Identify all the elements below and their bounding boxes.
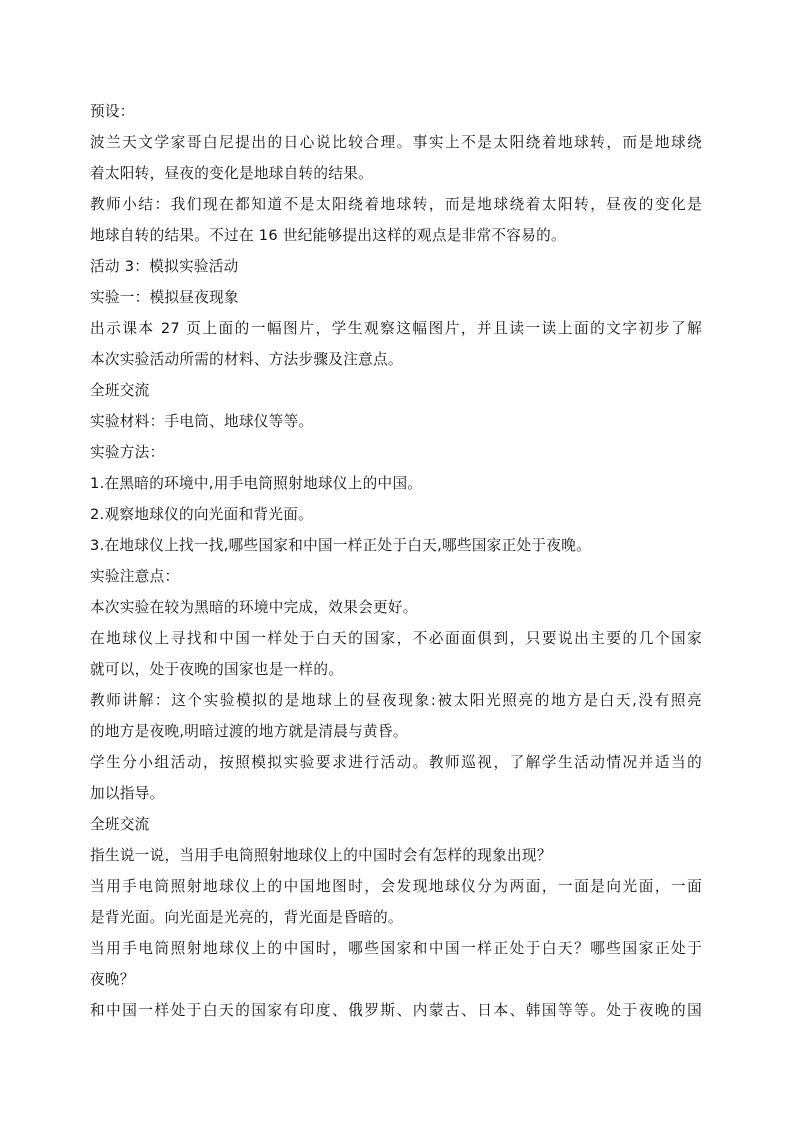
text-line: 夜晚？ bbox=[90, 971, 135, 988]
text-line: 在地球仪上寻找和中国一样处于白天的国家，不必面面俱到，只要说出主要的几个国家 bbox=[90, 630, 702, 647]
text-line: 着太阳转，昼夜的变化是地球自转的结果。 bbox=[90, 165, 373, 182]
text-line: 本次实验活动所需的材料、方法步骤及注意点。 bbox=[90, 351, 403, 368]
text-line: 和中国一样处于白天的国家有印度、俄罗斯、内蒙古、日本、韩国等等。处于夜晚的国 bbox=[90, 1002, 702, 1019]
text-line: 出示课本 27 页上面的一幅图片，学生观察这幅图片，并且读一读上面的文字初步了解 bbox=[90, 320, 702, 337]
text-line: 全班交流 bbox=[90, 816, 150, 833]
text-line: 当用手电筒照射地球仪上的中国时，哪些国家和中国一样正处于白天？哪些国家正处于 bbox=[90, 940, 702, 957]
section-heading: 活动 3：模拟实验活动 bbox=[90, 258, 239, 275]
list-item: 3.在地球仪上找一找,哪些国家和中国一样正处于白天,哪些国家正处于夜晚。 bbox=[90, 537, 592, 554]
text-line: 的地方是夜晚,明暗过渡的地方就是清晨与黄昏。 bbox=[90, 723, 408, 740]
list-item: 2.观察地球仪的向光面和背光面。 bbox=[90, 506, 314, 523]
text-line: 加以指导。 bbox=[90, 785, 165, 802]
text-line: 实验方法： bbox=[90, 444, 165, 461]
text-line: 地球自转的结果。不过在 16 世纪能够提出这样的观点是非常不容易的。 bbox=[90, 227, 566, 244]
list-item: 1.在黑暗的环境中,用手电筒照射地球仪上的中国。 bbox=[90, 475, 423, 492]
text-line: 本次实验在较为黑暗的环境中完成，效果会更好。 bbox=[90, 599, 418, 616]
text-line: 教师小结：我们现在都知道不是太阳绕着地球转，而是地球绕着太阳转，昼夜的变化是 bbox=[90, 196, 702, 213]
text-line: 教师讲解：这个实验模拟的是地球上的昼夜现象:被太阳光照亮的地方是白天,没有照亮 bbox=[90, 692, 702, 709]
text-line: 实验材料：手电筒、地球仪等等。 bbox=[90, 413, 314, 430]
experiment-heading: 实验一：模拟昼夜现象 bbox=[90, 289, 239, 306]
text-line: 指生说一说，当用手电筒照射地球仪上的中国时会有怎样的现象出现？ bbox=[90, 847, 552, 864]
text-line: 预设： bbox=[90, 103, 135, 120]
text-line: 波兰天文学家哥白尼提出的日心说比较合理。事实上不是太阳绕着地球转，而是地球绕 bbox=[90, 134, 702, 151]
document-body bbox=[90, 96, 702, 1026]
text-line: 全班交流 bbox=[90, 382, 150, 399]
text-line: 学生分小组活动，按照模拟实验要求进行活动。教师巡视，了解学生活动情况并适当的 bbox=[90, 754, 702, 771]
text-line: 当用手电筒照射地球仪上的中国地图时，会发现地球仪分为两面，一面是向光面，一面 bbox=[90, 878, 702, 895]
text-line: 就可以，处于夜晚的国家也是一样的。 bbox=[90, 661, 344, 678]
text-line: 是背光面。向光面是光亮的，背光面是昏暗的。 bbox=[90, 909, 403, 926]
text-line: 实验注意点： bbox=[90, 568, 180, 585]
